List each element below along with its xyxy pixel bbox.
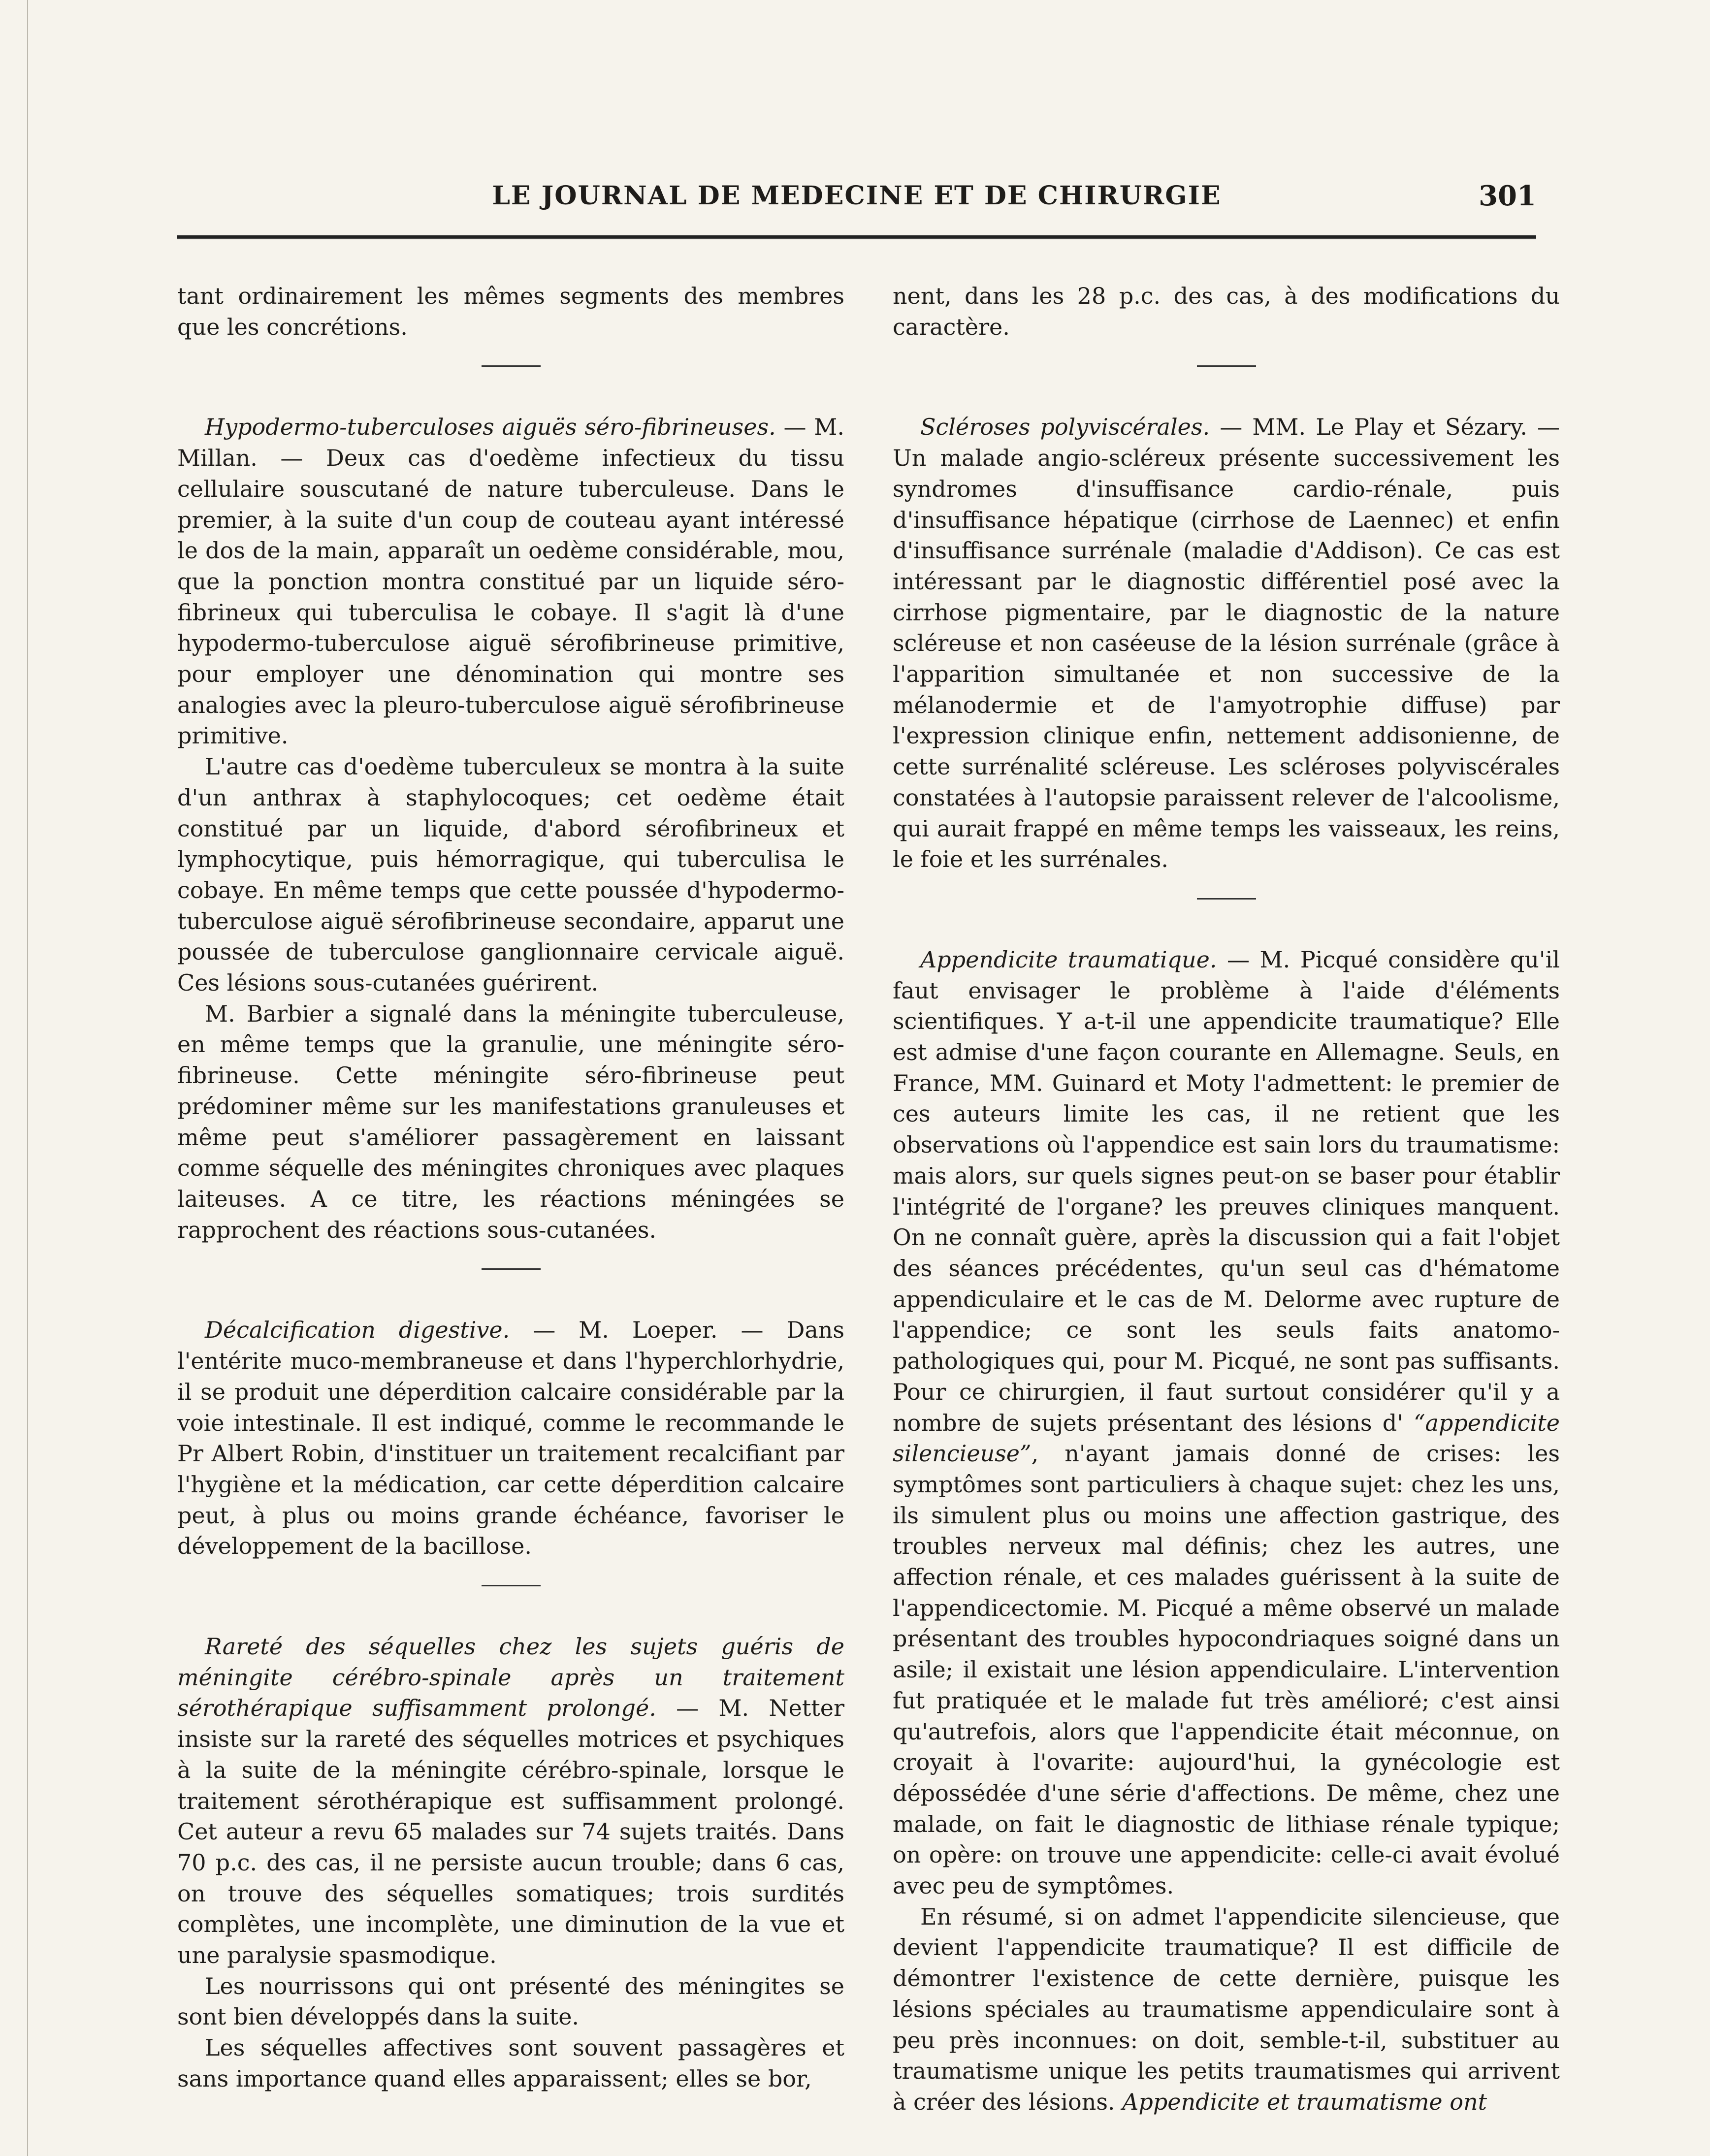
article-paragraph: L'autre cas d'oedème tuberculeux se montra à la suite d'un anthrax à staphylocoques; cet oedème était constitué par un liquide, d'abord sérofibrineux et lymphocytique, puis hémorragique, qui tuberculisa le cobaye. En même temps que cette poussée d'hypodermo-tuberculose aiguë sérofibrineuse secondaire, apparut une poussée de tuberculose ganglionnaire cervicale aiguë. Ces lésions sous-cutanées guérirent. [177, 753, 844, 997]
article-scleroses [893, 412, 1560, 875]
article-separator [482, 1585, 541, 1586]
article-title: Hypodermo-tuberculoses aiguës séro-fibrineuses. [205, 414, 776, 441]
article-hypodermo-tuberculoses [177, 412, 844, 751]
article-separator [482, 1268, 541, 1270]
left-column [177, 281, 844, 2094]
article-paragraph: Les nourrissons qui ont présenté des méningites se sont bien développés dans la suite. [177, 1972, 844, 2030]
article-separator [1197, 365, 1256, 367]
article-text: — MM. Le Play et Sézary. — Un malade angio-scléreux présente successivement les syndromes d'insuffisance cardio-rénale, puis d'insuffisance hépatique (cirrhose de Laennec) et enfin d'insuffisance surrénale (maladie d'Addison). Ce cas est intéressant par le diagnostic différentiel posé avec la cirrhose pigmentaire, par le diagnostic de la nature scléreuse et non caséeuse de la lésion surrénale (grâce à l'apparition simultanée et non successive de la mélanodermie et de l'amyotrophie diffuse) par l'expression clinique enfin, nettement addisonienne, de cette surrénalité scléreuse. Les scléroses polyviscérales constatées à l'autopsie paraissent relever de l'alcoolisme, qui aurait frappé en même temps les vaisseaux, les reins, le foie et les surrénales. [893, 414, 1560, 873]
article-title: Décalcification digestive. [205, 1317, 510, 1344]
page-header [177, 175, 1536, 224]
article-quote: “appendicite silencieuse” [893, 1409, 1560, 1467]
article-separator [482, 365, 541, 367]
article-text: — M. Loeper. — Dans l'entérite muco-membraneuse et dans l'hyperchlorhydrie, il se produit une déperdition calcaire considérable par la voie intestinale. Il est indiqué, comme le recommande le Pr Albert Robin, d'instituer un traitement recalcifiant par l'hygiène et la médication, car cette déperdition calcaire peut, à plus ou moins grande échéance, favoriser le développement de la bacillose. [177, 1317, 844, 1560]
article-text: , n'ayant jamais donné de crises: les symptômes sont particuliers à chaque sujet: chez les uns, ils simulent plus ou moins une affection gastrique, des troubles nerveux mal définis; chez les autres, une affection rénale, et ces malades guérissent à la suite de l'appendicectomie. M. Picqué a même observé un malade présentant des troubles hypocondriaques soigné dans un asile; il existait une lésion appendiculaire. L'intervention fut pratiquée et le malade fut très amélioré; c'est ainsi qu'autrefois, alors que l'appendicite était méconnue, on croyait à l'ovarite: aujourd'hui, la gynécologie est dépossédée d'une série d'affections. De même, chez une malade, on fait le diagnostic de lithiase rénale typique; on opère: on trouve une appendicite: celle-ci avait évolué avec peu de symptômes. [893, 1440, 1560, 1899]
article-paragraph: Les séquelles affectives sont souvent passagères et sans importance quand elles apparaissent; elles se bor, [177, 2034, 844, 2092]
article-text: — M. Millan. — Deux cas d'oedème infectieux du tissu cellulaire souscutané de nature tuberculeuse. Dans le premier, à la suite d'un coup de couteau ayant intéressé le dos de la main, apparaît un oedème considérable, mou, que la ponction montra constitué par un liquide séro-fibrineux qui tuberculisa le cobaye. Il s'agit là d'une hypodermo-tuberculose aiguë sérofibrineuse primitive, pour employer une dénomination qui montre ses analogies avec la pleuro-tuberculose aiguë sérofibrineuse primitive. [177, 414, 844, 749]
binding-edge [27, 0, 28, 2156]
right-column [893, 281, 1560, 2118]
continuation-text: tant ordinairement les mêmes segments des membres que les concrétions. [177, 283, 844, 340]
article-separator [1197, 898, 1256, 900]
article-paragraph [893, 1901, 1560, 2118]
article-text: En résumé, si on admet l'appendicite silencieuse, que devient l'appendicite traumatique? Il est difficile de démontrer l'existence de cette dernière, puisque les lésions spéciales au traumatisme appendiculaire sont à peu près inconnues: on doit, semble-t-il, substituer au traumatisme unique les petits traumatismes qui arrivent à créer des lésions. [893, 1903, 1560, 2115]
page-number: 301 [1479, 180, 1536, 212]
article-title: Appendicite traumatique. [920, 946, 1217, 973]
article-appendicite [893, 944, 1560, 1901]
article-rarete-sequelles [177, 1631, 844, 1971]
continuation-text: nent, dans les 28 p.c. des cas, à des modifications du caractère. [893, 283, 1560, 340]
article-decalcification [177, 1315, 844, 1562]
article-title: Scléroses polyviscérales. [920, 414, 1210, 441]
running-title: LE JOURNAL DE MEDECINE ET DE CHIRURGIE [492, 181, 1222, 211]
article-text: — M. Picqué considère qu'il faut envisager le problème à l'aide d'éléments scientifiques. Y a-t-il une appendicite traumatique? Elle est admise d'une façon courante en Allemagne. Seuls, en France, MM. Guinard et Moty l'admettent: le premier de ces auteurs limite les cas, il ne retient que les observations où l'appendice est sain lors du traumatisme: mais alors, sur quels signes peut-on se baser pour établir l'intégrité de l'organe? les preuves cliniques manquent. On ne connaît guère, après la discussion qui a fait l'objet des séances précédentes, qu'un seul cas d'hématome appendiculaire et le cas de M. Delorme avec rupture de l'appendice; ce sont les seuls faits anatomo-pathologiques qui, pour M. Picqué, ne sont pas suffisants. Pour ce chirurgien, il faut surtout considérer qu'il y a nombre de sujets présentant des lésions d' [893, 946, 1560, 1436]
header-rule [177, 235, 1536, 239]
article-title: Rareté des séquelles chez les sujets guéris de méningite cérébro-spinale après un traitement sérothérapique suffisamment prolongé. [177, 1633, 844, 1722]
article-paragraph: M. Barbier a signalé dans la méningite tuberculeuse, en même temps que la granulie, une méningite séro-fibrineuse. Cette méningite séro-fibrineuse peut prédominer même sur les manifestations granuleuses et même peut s'améliorer passagèrement en laissant comme séquelle des méningites chroniques avec plaques laiteuses. A ce titre, les réactions méningées se rapprochent des réactions sous-cutanées. [177, 1000, 844, 1243]
article-text-italic: Appendicite et traumatisme ont [1122, 2088, 1487, 2115]
article-text: — M. Netter insiste sur la rareté des séquelles motrices et psychiques à la suite de la méningite cérébro-spinale, lorsque le traitement sérothérapique est suffisamment prolongé. Cet auteur a revu 65 malades sur 74 sujets traités. Dans 70 p.c. des cas, il ne persiste aucun trouble; dans 6 cas, on trouve des séquelles somatiques; trois surdités complètes, une incomplète, une diminution de la vue et une paralysie spasmodique. [177, 1695, 844, 1969]
